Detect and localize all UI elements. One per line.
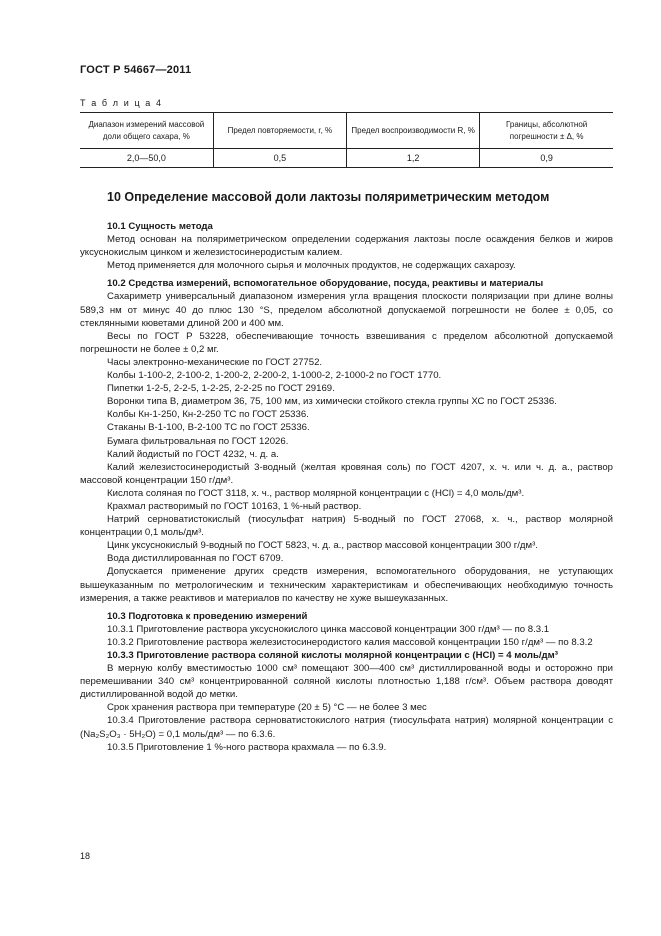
subsection-title: 10.3 Подготовка к проведению измерений [107,610,308,622]
subsection-title: 10.2 Средства измерений, вспомогательное оборудование, посуда, реактивы и материалы [107,278,544,290]
subsubsection-title: 10.3.3 Приготовление раствора соляной кислоты молярной концентрации c (HCl) = 4 моль/дм³ [107,650,558,661]
list-item: Пипетки 1-2-5, 2-2-5, 1-2-25, 2-2-25 по ГОСТ 29169. [107,383,335,395]
list-item: Сахариметр универсальный диапазоном измерения угла вращения плоскости поляризации при длине волны 589,3 нм от минус 40 до плюс 130 °S, пределом абсолютной допускаемой погрешности не более ± 0,05, со стеклянными кюветами длиной 200 и 400 мм. [80,291,613,329]
list-item: Калий йодистый по ГОСТ 4232, ч. д. а. [107,448,279,460]
subsection-title: 10.1 Сущность метода [107,221,213,232]
paragraph: 10.3.2 Приготовление раствора железистосинеродистого калия массовой концентрации 150 г/дм³ — по 8.3.2 [107,636,593,648]
list-item: Крахмал растворимый по ГОСТ 10163, 1 %-ный раствор. [107,500,362,512]
paragraph: В мерную колбу вместимостью 1000 см³ помещают 300—400 см³ дистиллированной воды и осторожно при перемешивании 340 см³ концентрированной соляной кислоты плотностью 1,188 г/см³. Объем раствора доводят дистиллированной водой до метки. [80,663,613,701]
list-item: Допускается применение других средств измерения, вспомогательного оборудования, не уступающих вышеуказанным по метрологическим и техническим характеристикам и обеспечивающих необходимую точность измерения, а также реактивов и материалов по качеству не хуже вышеуказанных. [80,566,613,604]
list-item: Весы по ГОСТ Р 53228, обеспечивающие точность взвешивания с пределом абсолютной допускаемой погрешности не более ± 0,2 мг. [80,330,613,355]
list-item: Колбы Кн-1-250, Кн-2-250 ТС по ГОСТ 25336. [107,409,309,421]
table-row [80,149,613,168]
table-header-row [80,113,613,149]
list-item: Цинк уксуснокислый 9-водный по ГОСТ 5823, ч. д. а., раствор массовой концентрации 300 г/дм³. [107,540,538,552]
list-item: Часы электронно-механические по ГОСТ 27752. [107,356,323,368]
table-cell: 1,2 [347,149,480,168]
list-item: Колбы 1-100-2, 2-100-2, 1-200-2, 2-200-2, 1-1000-2, 2-1000-2 по ГОСТ 1770. [107,370,442,382]
table-cell: 0,9 [480,149,613,168]
list-item: Натрий серноватистокислый (тиосульфат натрия) 5-водный по ГОСТ 27068, х. ч., раствор молярной концентрации 0,1 моль/дм³. [80,514,613,539]
paragraph: Срок хранения раствора при температуре (20 ± 5) °С — не более 3 мес [107,702,427,714]
list-item: Кислота соляная по ГОСТ 3118, х. ч., раствор молярной концентрации c (HCl) = 4,0 моль/дм³. [107,487,525,499]
data-table [80,112,613,168]
paragraph: 10.3.4 Приготовление раствора серноватистокислого натрия (тиосульфата натрия) молярной концентрации с (Na₂S₂O₃ · 5H₂O) = 0,1 моль/дм³ — по 6.3.6. [80,715,613,740]
table-header-cell: Предел повторяемости, r, % [213,113,346,149]
paragraph: 10.3.5 Приготовление 1 %-ного раствора крахмала — по 6.3.9. [107,741,387,753]
table-header-cell: Предел воспроизводимости R, % [347,113,480,149]
document-header: ГОСТ Р 54667—2011 [80,64,192,76]
paragraph: Метод применяется для молочного сырья и молочных продуктов, не содержащих сахарозу. [107,260,516,272]
list-item: Вода дистиллированная по ГОСТ 6709. [107,553,284,565]
paragraph: 10.3.1 Приготовление раствора уксуснокислого цинка массовой концентрации 300 г/дм³ — по 8.3.1 [107,623,550,635]
table-header-cell: Диапазон измерений массовой доли общего сахара, % [80,113,213,149]
table-caption: Т а б л и ц а 4 [80,98,163,108]
list-item: Бумага фильтровальная по ГОСТ 12026. [107,435,289,447]
list-item: Стаканы В-1-100, В-2-100 ТС по ГОСТ 25336. [107,422,310,434]
section-body [80,220,613,754]
page-number: 18 [80,851,91,861]
paragraph: Метод основан на поляриметрическом определении содержания лактозы после осаждения белков и жиров уксуснокислым цинком и железистосинеродистым калием. [80,234,613,259]
table-cell: 2,0—50,0 [80,149,213,168]
section-title: 10 Определение массовой доли лактозы поляриметрическим методом [107,190,550,204]
list-item: Воронки типа В, диаметром 36, 75, 100 мм, из химически стойкого стекла группы ХС по ГОСТ 25336. [107,396,557,408]
table-header-cell: Границы, абсолютной погрешности ± Δ, % [480,113,613,149]
list-item: Калий железистосинеродистый 3-водный (желтая кровяная соль) по ГОСТ 4207, х. ч. или ч. д. а., раствор массовой концентрации 150 г/дм³. [80,461,613,486]
table-cell: 0,5 [213,149,346,168]
